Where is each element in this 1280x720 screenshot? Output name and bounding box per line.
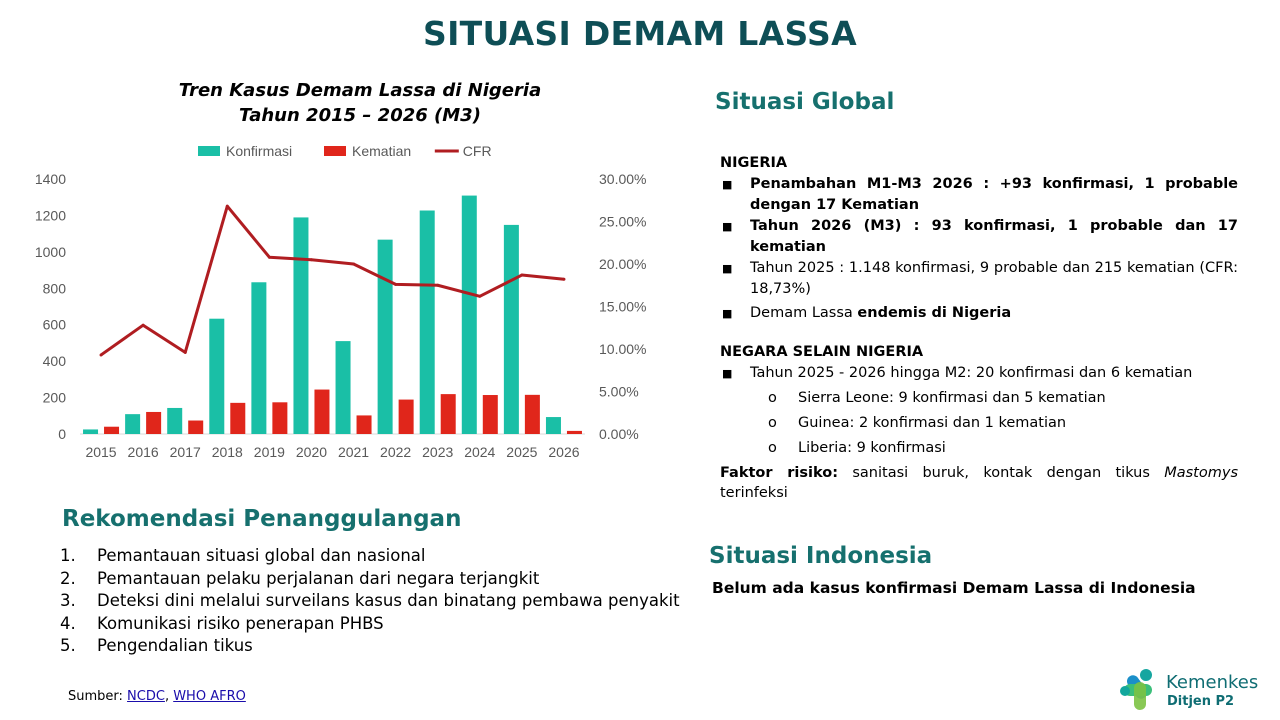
y-right-tick-label: 20.00%: [599, 256, 647, 272]
bar-kematian: [399, 400, 414, 434]
x-tick-label: 2017: [169, 444, 201, 460]
item-text: Deteksi dini melalui surveilans kasus dan binatang pembawa penyakit: [97, 591, 680, 611]
risk-factor-text: sanitasi buruk, kontak dengan tikus: [838, 465, 1165, 481]
bar-konfirmasi: [336, 341, 351, 434]
cfr-point: [394, 283, 397, 286]
cfr-point: [142, 324, 145, 327]
legend-label: CFR: [462, 143, 492, 159]
y-left-tick-label: 0: [58, 426, 66, 442]
bar-konfirmasi: [83, 429, 98, 434]
bar-kematian: [188, 421, 203, 434]
other-countries-text: Tahun 2025 - 2026 hingga M2: 20 konfirmasi dan 6 kematian: [750, 365, 1193, 381]
y-left-tick-label: 400: [42, 353, 66, 370]
nigeria-bullet-text: Tahun 2026 (M3) : 93 konfirmasi, 1 probable dan 17 kematian: [750, 218, 1238, 255]
ncdc-link[interactable]: NCDC: [127, 689, 165, 704]
bar-konfirmasi: [251, 282, 266, 434]
square-bullet-icon: ■: [722, 220, 733, 233]
item-number: 1.: [60, 546, 76, 565]
x-tick-label: 2018: [211, 444, 243, 460]
bar-kematian: [104, 427, 119, 434]
item-number: 3.: [60, 591, 76, 611]
kemenkes-logo-icon: [1116, 666, 1164, 714]
y-left-tick-label: 1400: [34, 171, 66, 187]
y-left-tick-label: 600: [42, 316, 66, 333]
cfr-point: [478, 295, 481, 298]
cfr-point: [184, 351, 187, 354]
other-countries-title: NEGARA SELAIN NIGERIA: [720, 344, 924, 360]
other-countries-bullet: [720, 363, 1238, 384]
circle-bullet-icon: o: [768, 415, 777, 431]
endemic-prefix: Demam Lassa: [750, 305, 858, 321]
risk-factor-text-end: terinfeksi: [720, 485, 788, 501]
bar-kematian: [441, 394, 456, 434]
x-tick-label: 2020: [295, 444, 328, 460]
source-label: Sumber:: [68, 689, 128, 704]
nigeria-bullet-text: Penambahan M1-M3 2026 : +93 konfirmasi, 1 probable dengan 17 Kematian: [750, 176, 1238, 213]
y-right-tick-label: 0.00%: [599, 426, 639, 442]
square-bullet-icon: ■: [722, 178, 733, 191]
x-tick-label: 2022: [380, 444, 412, 460]
chart-title-line-2: Tahun 2015 – 2026 (M3): [239, 105, 481, 126]
bar-konfirmasi: [546, 417, 561, 434]
bar-konfirmasi: [504, 225, 519, 434]
x-tick-label: 2025: [506, 444, 538, 460]
recommendation-item: [60, 545, 680, 568]
circle-bullet-icon: o: [768, 440, 777, 456]
x-tick-label: 2024: [464, 444, 496, 460]
country-item-text: Liberia: 9 konfirmasi: [798, 440, 946, 456]
y-right-tick-label: 30.00%: [599, 171, 647, 187]
y-left-tick-label: 1000: [34, 243, 66, 260]
item-number: 4.: [60, 613, 76, 633]
logo-name: Kemenkes: [1166, 672, 1259, 693]
x-tick-label: 2023: [422, 444, 454, 460]
y-right-tick-label: 5.00%: [599, 383, 639, 400]
source-separator: ,: [164, 689, 174, 704]
bar-kematian: [146, 412, 161, 434]
x-tick-label: 2026: [548, 444, 580, 460]
x-tick-label: 2021: [337, 444, 370, 460]
y-left-tick-label: 200: [42, 389, 66, 406]
country-item: [720, 438, 1238, 459]
x-tick-label: 2015: [85, 444, 117, 460]
recommendation-item: [60, 635, 680, 658]
square-bullet-icon: ■: [722, 307, 733, 320]
indonesia-heading: Situasi Indonesia: [709, 543, 933, 569]
y-left-tick-label: 1200: [34, 207, 66, 224]
risk-factor-label: Faktor risiko:: [720, 465, 839, 481]
item-number: 2.: [60, 568, 76, 588]
cfr-point: [352, 263, 355, 266]
bar-kematian: [272, 402, 287, 434]
y-left-tick-label: 800: [42, 280, 66, 297]
item-number: 5.: [60, 636, 76, 656]
circle-bullet-icon: o: [768, 390, 777, 406]
y-right-tick-label: 25.00%: [599, 213, 647, 230]
recommendation-item: [60, 613, 680, 636]
bar-kematian: [314, 390, 329, 434]
y-right-tick-label: 15.00%: [599, 298, 647, 315]
nigeria-bullet-text: Tahun 2025 : 1.148 konfirmasi, 9 probable dan 215 kematian (CFR: 18,73%): [750, 260, 1238, 297]
item-text: Pengendalian tikus: [97, 636, 253, 656]
recommendations-heading: Rekomendasi Penanggulangan: [62, 506, 462, 532]
legend-label: Konfirmasi: [226, 143, 293, 159]
logo-subtitle: Ditjen P2: [1167, 694, 1235, 709]
legend-swatch-kematian: [324, 146, 346, 156]
cfr-point: [100, 353, 103, 356]
bar-konfirmasi: [209, 319, 224, 434]
bar-konfirmasi: [167, 408, 182, 434]
bar-konfirmasi: [378, 240, 393, 434]
cfr-point: [436, 284, 439, 287]
nigeria-bullet: [720, 303, 1238, 324]
chart-title: [120, 78, 600, 128]
line-cfr: [101, 206, 564, 355]
square-bullet-icon: ■: [722, 262, 733, 275]
bar-kematian: [357, 415, 372, 434]
bar-konfirmasi: [420, 211, 435, 434]
legend-label: Kematian: [352, 143, 412, 159]
item-text: Komunikasi risiko penerapan PHBS: [97, 613, 384, 633]
nigeria-bullet: [720, 216, 1238, 258]
nigeria-bullet: [720, 174, 1238, 216]
legend-swatch-konfirmasi: [198, 146, 220, 156]
bar-kematian: [483, 395, 498, 434]
country-item-text: Guinea: 2 konfirmasi dan 1 kematian: [798, 415, 1067, 431]
bar-konfirmasi: [125, 414, 140, 434]
indonesia-text: Belum ada kasus konfirmasi Demam Lassa di Indonesia: [712, 579, 1196, 597]
source-line: [68, 689, 246, 704]
cfr-point: [226, 205, 229, 208]
cfr-point: [520, 274, 523, 277]
endemic-bold: endemis di Nigeria: [857, 305, 1012, 321]
item-text: Pemantauan pelaku perjalanan dari negara terjangkit: [97, 568, 540, 588]
bar-konfirmasi: [293, 217, 308, 434]
global-heading: Situasi Global: [715, 89, 895, 115]
page-title: SITUASI DEMAM LASSA: [423, 14, 857, 53]
cfr-point: [310, 258, 313, 261]
cfr-point: [268, 256, 271, 259]
bar-kematian: [230, 403, 245, 434]
square-bullet-icon: ■: [722, 367, 733, 380]
country-item-text: Sierra Leone: 9 konfirmasi dan 5 kematian: [798, 390, 1106, 406]
risk-factor: [720, 463, 1238, 503]
nigeria-title: NIGERIA: [720, 155, 788, 171]
trend-chart: [0, 135, 690, 470]
bar-kematian: [525, 395, 540, 434]
cfr-point: [562, 278, 565, 281]
recommendations-list: [60, 545, 680, 658]
y-right-tick-label: 10.00%: [599, 341, 647, 357]
x-tick-label: 2016: [127, 444, 159, 460]
x-tick-label: 2019: [253, 444, 285, 460]
recommendation-item: [60, 590, 680, 613]
country-item: [720, 388, 1238, 409]
bar-konfirmasi: [462, 196, 477, 434]
global-situation-block: [720, 153, 1238, 503]
item-text: Pemantauan situasi global dan nasional: [97, 546, 426, 565]
risk-factor-italic: Mastomys: [1164, 465, 1239, 481]
recommendation-item: [60, 568, 680, 591]
country-item: [720, 413, 1238, 434]
chart-title-line-1: Tren Kasus Demam Lassa di Nigeria: [178, 80, 542, 101]
nigeria-bullet: [720, 258, 1238, 300]
bar-kematian: [567, 431, 582, 434]
who-afro-link[interactable]: WHO AFRO: [173, 689, 246, 704]
